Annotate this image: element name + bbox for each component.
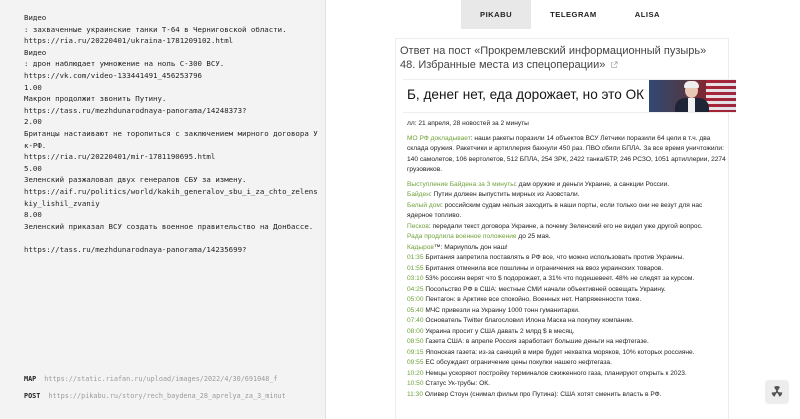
- timeline-item: [407, 264, 727, 275]
- timeline-time[interactable]: 03:10: [407, 275, 424, 282]
- source-line: https://vk.com/video-133441491_456253796: [24, 70, 202, 80]
- news-item-link[interactable]: Рада продлила военное положение: [407, 233, 517, 240]
- timeline-item: [407, 306, 727, 317]
- radiation-icon: [771, 386, 783, 398]
- timeline-text: Украина просит у США давать 2 млрд $ в месяц.: [425, 327, 575, 335]
- timeline-time[interactable]: 01:55: [407, 264, 424, 272]
- source-line: : захваченные украинские танки Т-64 в Черниговской области.: [24, 24, 287, 34]
- source-line: https://tass.ru/mezhdunarodnaya-panorama/14235699?: [24, 244, 247, 254]
- source-line: Британцы настаивают не торопиться с заключением мирного договора Ук-РФ.: [24, 128, 318, 150]
- post-content: [396, 113, 728, 400]
- tab-bar: [461, 0, 679, 29]
- source-line: : дрон наблюдает умножение на ноль С-300 ВСУ.: [24, 59, 225, 69]
- news-items: [407, 180, 728, 254]
- tab-telegram[interactable]: TELEGRAM: [550, 10, 597, 19]
- timeline-text: Посольство РФ в США: местные СМИ начали объективней освещать Украину.: [425, 285, 666, 293]
- news-item: Выступление Байдена за 3 минуты: дам оружие и деньги Украине, а санкции России.: [407, 180, 670, 188]
- source-text: [24, 12, 320, 255]
- news-item: Песков: передали текст договора Украине, а почему Зеленский его не видел уже другой вопрос.: [407, 222, 703, 230]
- timeline-item: [407, 316, 727, 327]
- timeline-text: Британия запретила поставлять в РФ все, что можно использовать против Украины.: [425, 254, 685, 261]
- timeline-time[interactable]: 08:50: [407, 338, 424, 345]
- timeline-text: Британия отменила все пошлины и ограничения на ввоз украинских товаров.: [425, 264, 664, 272]
- timeline-item: [407, 327, 727, 338]
- news-item-link[interactable]: Белый дом: [407, 201, 441, 209]
- news-item-link[interactable]: Выступление Байдена за 3 минуты: [407, 180, 516, 188]
- timeline-list: [407, 253, 728, 400]
- timeline-time[interactable]: 08:00: [407, 327, 424, 335]
- timeline-item: [407, 253, 727, 264]
- map-link-row[interactable]: [24, 375, 324, 383]
- timeline-text: Газета США: в апреле Россия заработает большие деньги на нефтегазе.: [425, 338, 649, 345]
- source-line: Видео: [24, 47, 47, 57]
- source-line: 5.00: [24, 163, 42, 173]
- timeline-text: Основатель Twitter благословил Илона Маска на покупку компании.: [425, 317, 634, 324]
- timeline-time[interactable]: 10:50: [407, 380, 424, 387]
- flag-image: [706, 80, 736, 113]
- timeline-text: Японская газета: из-за санкций в мире будет нехватка моряков, 10% которых россияне.: [425, 348, 695, 356]
- timeline-item: [407, 390, 727, 401]
- timeline-time[interactable]: 11:30: [407, 390, 424, 398]
- source-line: 2.00: [24, 117, 42, 127]
- source-line: 1.00: [24, 82, 42, 92]
- post-banner: [403, 79, 736, 113]
- news-item: Кадыров™: Мариуполь дон наш!: [407, 243, 508, 251]
- post-title[interactable]: Ответ на пост «Прокремлевский информационный пузырь» 48. Избранные места из спецоперации»: [400, 45, 707, 71]
- timeline-text: Немцы ускоряют постройку терминалов сжиженного газа, планируют открыть к 2023.: [425, 369, 687, 377]
- news-item: Рада продлила военное положение до 25 мая.: [407, 233, 551, 240]
- timeline-time[interactable]: 05:00: [407, 296, 424, 303]
- timeline-time[interactable]: 10:20: [407, 369, 424, 377]
- timeline-text: Оливер Стоун (снимал фильм про Путина): США хотят сменить власть в РФ.: [424, 390, 662, 398]
- timeline-item: [407, 369, 727, 380]
- corner-button[interactable]: [765, 380, 789, 404]
- news-item-link[interactable]: Байден: [407, 191, 430, 198]
- timeline-item: [407, 379, 727, 390]
- news-item-link[interactable]: Песков: [407, 222, 429, 230]
- post-link-row[interactable]: [24, 392, 324, 400]
- news-item: Байден: Путин должен выпустить мирных из Азовстали.: [407, 191, 580, 198]
- timeline-time[interactable]: 09:55: [407, 359, 424, 366]
- tab-pikabu[interactable]: PIKABU: [461, 0, 531, 29]
- timeline-time[interactable]: 04:25: [407, 285, 424, 293]
- post-url[interactable]: https://pikabu.ru/story/rech_baydena_28_aprelya_za_3_minut: [48, 392, 286, 400]
- post-card: [395, 38, 729, 419]
- source-line: Видео: [24, 13, 47, 22]
- news-item: Белый дом: российским судам нельзя заходить в наши порты, если только они не везут для нас ядерное топливо.: [407, 201, 703, 219]
- timeline-item: [407, 358, 727, 369]
- timeline-item: [407, 348, 727, 359]
- preview-pane: [326, 0, 800, 419]
- timeline-text: Пентагон: в Арктике все спокойно. Военных нет. Напряженности тоже.: [425, 296, 642, 303]
- timeline-text: Статус Ук-трубы: ОК.: [425, 380, 490, 387]
- mo-paragraph: МО РФ докладывает: наши ракеты поразили 14 объектов ВСУ Летчики поразили 64 цели в т.ч. два склада оружия. Ракетчики и артиллерия бахнули 450 раз. ПВО сбили БПЛА. За все время уничтожили: 140 самолетов, 106 вертолетов, 512 БПЛА, 254 ЗРК, 2422 танка/БТР, 246 РСЗО, 1051 артиллерии, 2274 грузовиков.: [407, 134, 726, 173]
- post-label: POST: [24, 392, 41, 400]
- post-title-row[interactable]: [396, 45, 728, 72]
- banner-photo: [649, 80, 736, 113]
- source-line: 8.00: [24, 210, 42, 220]
- source-line: https://ria.ru/20220401/mir-1781190695.html: [24, 152, 216, 162]
- timeline-item: [407, 295, 727, 306]
- timeline-item: [407, 274, 727, 285]
- timeline-time[interactable]: 09:15: [407, 348, 424, 356]
- map-label: MAP: [24, 375, 37, 383]
- timeline-time[interactable]: 01:35: [407, 254, 424, 261]
- banner-text: Б, денег нет, еда дорожает, но это ОК: [407, 87, 645, 102]
- map-url[interactable]: https://static.riafan.ru/upload/images/2022/4/30/691048_f: [44, 375, 278, 383]
- timeline-item: [407, 337, 727, 348]
- source-line: https://tass.ru/mezhdunarodnaya-panorama/14248373?: [24, 105, 247, 115]
- source-line: Зеленский разжаловал двух генералов СБУ за измену.: [24, 175, 247, 185]
- source-line: Зеленский приказал ВСУ создать военное правительство на Донбассе.: [24, 221, 314, 231]
- timeline-text: ЕС обсуждает ограничение цены покупки нашего нефтегаза.: [425, 359, 612, 366]
- timeline-time[interactable]: 07:40: [407, 317, 424, 324]
- source-pane: [0, 0, 325, 419]
- mo-link[interactable]: МО РФ докладывает: [407, 134, 471, 142]
- timeline-text: 53% россиян верят что $ подорожает, а 31% что подешевеет. 48% не следят за курсом.: [425, 275, 695, 282]
- tab-alisa[interactable]: ALISA: [634, 10, 661, 19]
- timeline-time[interactable]: 05:40: [407, 306, 424, 314]
- intro-line: лл: 21 апреля, 28 новостей за 2 минуты: [407, 120, 529, 127]
- timeline-text: МЧС привезли на Украину 1000 тонн гуманитарки.: [425, 306, 580, 314]
- source-line: Макрон продолжит звонить Путину.: [24, 94, 167, 104]
- external-link-icon[interactable]: [610, 61, 618, 69]
- source-line: https://ria.ru/20220401/ukraina-1781209102.html: [24, 36, 234, 46]
- source-line: https://aif.ru/politics/world/kakih_generalov_sbu_i_za_chto_zelenskiy_lishil_zvaniy: [24, 186, 318, 208]
- timeline-item: [407, 285, 727, 296]
- news-item-link[interactable]: Кадыров: [407, 243, 434, 251]
